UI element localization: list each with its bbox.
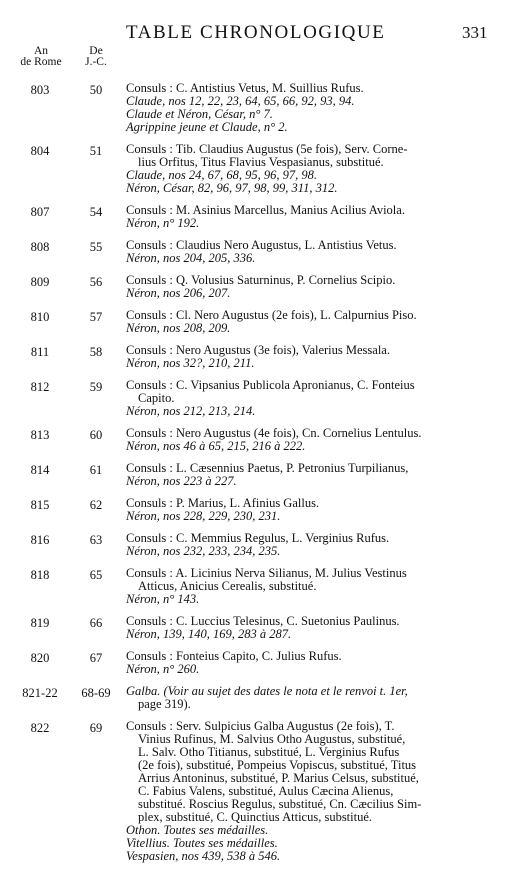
entry-line: plex, substitué, C. Quinctius Atticus, substitué. [138, 810, 373, 824]
year-of-rome: 814 [30, 463, 50, 477]
column-header-year-ad [72, 46, 120, 68]
entry-line: Néron, 139, 140, 169, 283 à 287. [126, 627, 292, 641]
year-ad: 65 [89, 568, 103, 582]
year-of-rome: 812 [30, 380, 50, 394]
chronology-entry [0, 427, 488, 453]
year-of-rome: 816 [30, 533, 50, 547]
chronology-entry [0, 685, 488, 711]
chronology-entry [0, 615, 488, 641]
year-of-rome: 811 [30, 345, 50, 359]
entry-line: Néron, nos 206, 207. [126, 286, 231, 300]
year-of-rome: 809 [30, 275, 50, 289]
year-ad: 51 [89, 144, 103, 158]
entry-line: Claude, nos 24, 67, 68, 95, 96, 97, 98. [126, 168, 317, 182]
entry-line: Arrius Antoninus, substitué, P. Marius Celsus, substitué, [138, 771, 419, 785]
entry-line: lius Orfitus, Titus Flavius Vespasianus, substitué. [138, 155, 384, 169]
entry-line: Consuls : Nero Augustus (4e fois), Cn. Cornelius Lentulus. [126, 426, 422, 440]
entry-line: Claude et Néron, César, n° 7. [126, 107, 273, 121]
column-header-an-line2: de Rome [20, 56, 62, 68]
entry-line: Atticus, Anicius Cerealis, substitué. [138, 579, 317, 593]
entry-line: Consuls : Q. Volusius Saturninus, P. Cornelius Scipio. [126, 273, 396, 287]
year-ad: 54 [89, 205, 103, 219]
page-number: 331 [462, 23, 488, 42]
chronology-entries [0, 82, 521, 872]
entry-line: Consuls : M. Asinius Marcellus, Manius Acilius Aviola. [126, 203, 405, 217]
column-header-de-line1: De [89, 45, 103, 57]
entry-line: Néron, César, 82, 96, 97, 98, 99, 311, 312. [126, 181, 338, 195]
year-ad: 56 [89, 275, 103, 289]
entry-line: Néron, nos 204, 205, 336. [126, 251, 256, 265]
entry-line: Consuls : Cl. Nero Augustus (2e fois), L. Calpurnius Piso. [126, 308, 417, 322]
year-of-rome: 810 [30, 310, 50, 324]
year-of-rome: 818 [30, 568, 50, 582]
entry-line: Claude, nos 12, 22, 23, 64, 65, 66, 92, 93, 94. [126, 94, 355, 108]
entry-line: Néron, nos 212, 213, 214. [126, 404, 256, 418]
year-of-rome: 815 [30, 498, 50, 512]
entry-line: Vespasien, nos 439, 538 à 546. [126, 849, 281, 863]
year-of-rome: 822 [30, 721, 50, 735]
entry-line: Néron, nos 46 à 65, 215, 216 à 222. [126, 439, 306, 453]
column-header-an-line1: An [33, 45, 49, 57]
chronology-entry [0, 143, 488, 195]
year-ad: 63 [89, 533, 103, 547]
chronology-entry [0, 497, 488, 523]
entry-line: Capito. [138, 391, 175, 405]
entry-line: Néron, nos 32?, 210, 211. [126, 356, 255, 370]
year-of-rome: 819 [30, 616, 50, 630]
entry-line: Néron, n° 260. [126, 662, 200, 676]
entry-line: Consuls : Nero Augustus (3e fois), Valerius Messala. [126, 343, 390, 357]
year-ad: 66 [89, 616, 103, 630]
year-ad: 58 [89, 345, 103, 359]
entry-line: C. Fabius Valens, substitué, Aulus Cæcina Alienus, [138, 784, 394, 798]
year-of-rome: 813 [30, 428, 50, 442]
year-ad: 69 [89, 721, 103, 735]
entry-line: Vitellius. Toutes ses médailles. [126, 836, 278, 850]
entry-line: Consuls : C. Luccius Telesinus, C. Suetonius Paulinus. [126, 614, 400, 628]
chronology-entry [0, 650, 488, 676]
year-of-rome: 820 [30, 651, 50, 665]
year-ad: 67 [89, 651, 103, 665]
chronology-entry [0, 532, 488, 558]
chronology-entry [0, 567, 488, 606]
entry-line: Néron, n° 143. [126, 592, 200, 606]
year-ad: 61 [89, 463, 103, 477]
entry-line: Consuls : Fonteius Capito, C. Julius Rufus. [126, 649, 342, 663]
year-of-rome: 803 [30, 83, 50, 97]
year-ad: 62 [89, 498, 103, 512]
chronology-entry [0, 309, 488, 335]
year-ad: 50 [89, 83, 103, 97]
entry-line: Consuls : L. Cæsennius Paetus, P. Petronius Turpilianus, [126, 461, 409, 475]
entry-line: Consuls : Serv. Sulpicius Galba Augustus (2e fois), T. [126, 719, 395, 733]
entry-line: Néron, nos 232, 233, 234, 235. [126, 544, 281, 558]
entry-line: Consuls : P. Marius, L. Afinius Gallus. [126, 496, 320, 510]
entry-line: L. Salv. Otho Titianus, substitué, L. Verginius Rufus [138, 745, 400, 759]
chronology-entry [0, 204, 488, 230]
entry-line: Consuls : C. Vipsanius Publicola Apronianus, C. Fonteius [126, 378, 415, 392]
entry-line: Vinius Rufinus, M. Salvius Otho Augustus, substitué, [138, 732, 406, 746]
entry-line: page 319). [138, 697, 191, 711]
year-of-rome: 821-22 [22, 686, 58, 700]
chronology-entry [0, 462, 488, 488]
chronology-entry [0, 379, 488, 418]
column-header-de-line2: J.-C. [85, 56, 107, 68]
chronology-entry [0, 274, 488, 300]
chronology-entry [0, 82, 488, 134]
entry-line: Néron, nos 228, 229, 230, 231. [126, 509, 281, 523]
year-of-rome: 804 [30, 144, 50, 158]
entry-line: Consuls : C. Antistius Vetus, M. Suillius Rufus. [126, 81, 364, 95]
entry-line: Consuls : A. Licinius Nerva Silianus, M. Julius Vestinus [126, 566, 407, 580]
entry-line: Consuls : C. Memmius Regulus, L. Verginius Rufus. [126, 531, 390, 545]
entry-line: Néron, nos 208, 209. [126, 321, 231, 335]
entry-line: (2e fois), substitué, Pompeius Vopiscus, substitué, Titus [138, 758, 417, 772]
year-ad: 55 [89, 240, 103, 254]
entry-line: Néron, nos 223 à 227. [126, 474, 237, 488]
year-ad: 59 [89, 380, 103, 394]
entry-line: Othon. Toutes ses médailles. [126, 823, 269, 837]
entry-line: Galba. (Voir au sujet des dates le nota et le renvoi t. 1er, [126, 684, 408, 698]
entry-line: substitué. Roscius Regulus, substitué, Cn. Cæcilius Sim- [138, 797, 422, 811]
column-header-year-of-rome [14, 46, 68, 68]
entry-line: Agrippine jeune et Claude, n° 2. [126, 120, 288, 134]
entry-line: Consuls : Tib. Claudius Augustus (5e fois), Serv. Corne- [126, 142, 408, 156]
year-ad: 60 [89, 428, 103, 442]
entry-line: Consuls : Claudius Nero Augustus, L. Antistius Vetus. [126, 238, 397, 252]
page-title: TABLE CHRONOLOGIQUE [126, 22, 386, 43]
chronology-entry [0, 344, 488, 370]
year-of-rome: 807 [30, 205, 50, 219]
page-header [0, 22, 521, 46]
chronology-entry [0, 720, 488, 863]
chronology-entry [0, 239, 488, 265]
year-ad: 57 [89, 310, 103, 324]
year-ad: 68-69 [81, 686, 111, 700]
year-of-rome: 808 [30, 240, 50, 254]
entry-line: Néron, n° 192. [126, 216, 200, 230]
